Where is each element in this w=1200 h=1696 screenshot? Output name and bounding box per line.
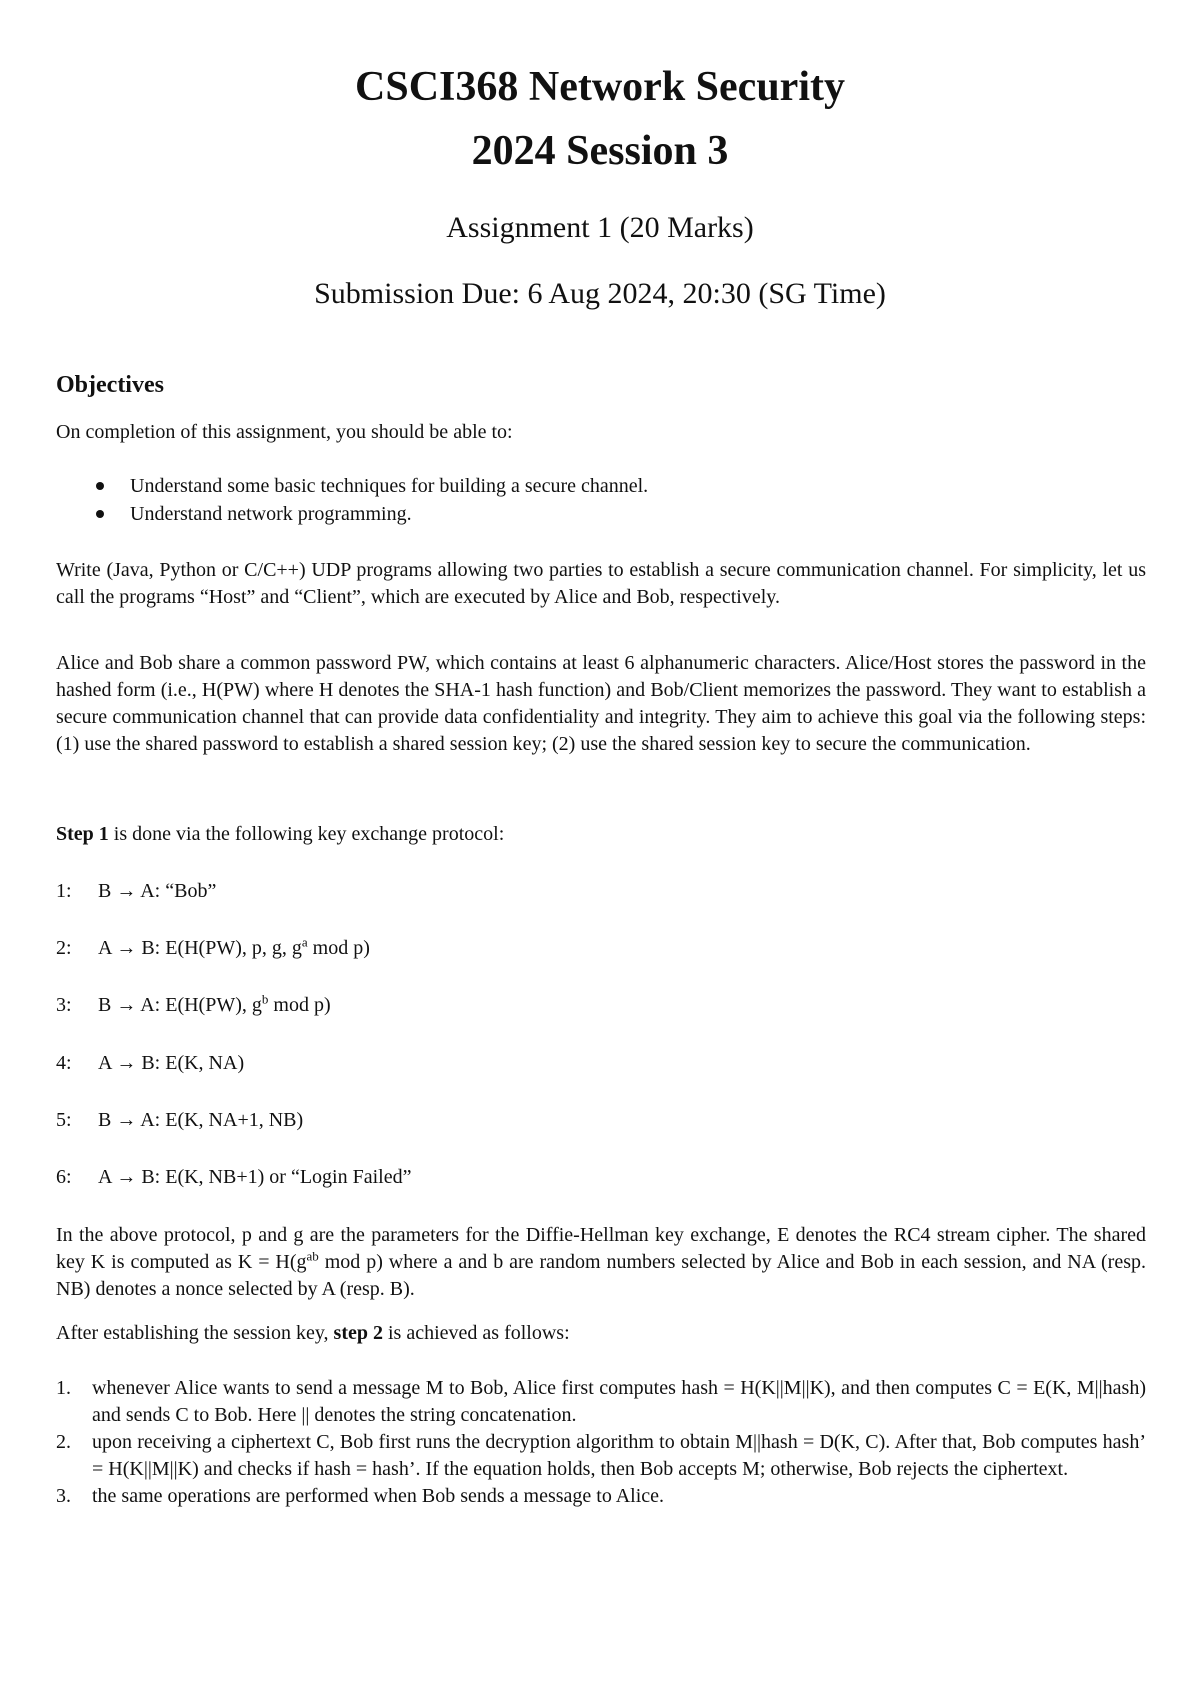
- protocol-number: 4:: [56, 1052, 72, 1074]
- course-title: CSCI368 Network Security: [355, 64, 845, 110]
- protocol-text: A → B: E(H(PW), p, g, g: [98, 937, 302, 959]
- protocol-exponent: a: [301, 934, 308, 950]
- objectives-list: [56, 472, 1146, 528]
- bullet-icon: [96, 482, 104, 490]
- explanation-text: In the above protocol, p and g are the parameters for the Diffie-Hellman key exchange, E denotes the RC4 stream cipher. The shared key K is computed as K = H(g: [56, 1224, 1146, 1273]
- session-title: 2024 Session 3: [471, 128, 729, 174]
- explanation-text-end: mod p) where a and b are random numbers selected by Alice and Bob in each session, and NA (resp. NB) denotes a nonce selected by A (resp. B).: [56, 1251, 1147, 1300]
- list-item: [56, 1429, 1146, 1483]
- item-number: 1.: [56, 1377, 71, 1399]
- assignment-title: Assignment 1 (20 Marks): [446, 211, 754, 244]
- protocol-line: [56, 1050, 244, 1077]
- step2-text-end: is achieved as follows:: [383, 1322, 570, 1344]
- protocol-text-end: mod p): [307, 937, 370, 959]
- step1-text: is done via the following key exchange protocol:: [108, 823, 505, 845]
- objectives-heading: Objectives: [56, 372, 164, 398]
- protocol-line: [56, 1107, 303, 1134]
- step2-label: step 2: [333, 1322, 383, 1344]
- step2-text: After establishing the session key,: [56, 1322, 334, 1344]
- list-item: [56, 1375, 1146, 1429]
- setup-paragraph: Alice and Bob share a common password PW, which contains at least 6 alphanumeric characters. Alice/Host stores the password in the hashed form (i.e., H(PW) where H denotes the SHA-1 hash function) and Bob/Client memorizes the password. They want to establish a secure communication channel that can provide data confidentiality and integrity. They aim to achieve this goal via the following steps: (1) use the shared password to establish a shared session key; (2) use the shared session key to secure the communication.: [56, 652, 1146, 755]
- explanation-exponent: ab: [306, 1248, 319, 1264]
- protocol-line: [56, 992, 331, 1019]
- protocol-text: A → B: E(K, NB+1) or “Login Failed”: [98, 1166, 412, 1188]
- protocol-text: B → A: E(H(PW), g: [98, 994, 262, 1016]
- bullet-icon: [96, 510, 104, 518]
- list-item: [56, 472, 1146, 500]
- protocol-line: [56, 1164, 411, 1191]
- protocol-line: [56, 878, 216, 905]
- protocol-text: A → B: E(K, NA): [98, 1052, 245, 1074]
- protocol-explanation: [56, 1222, 1146, 1303]
- step2-paragraph: [56, 1320, 1146, 1347]
- protocol-line: [56, 935, 370, 962]
- protocol-exponent: b: [261, 991, 269, 1007]
- protocol-text: B → A: “Bob”: [98, 880, 217, 902]
- protocol-number: 1:: [56, 880, 72, 902]
- item-text: the same operations are performed when Bob sends a message to Alice.: [92, 1485, 665, 1507]
- list-item: [56, 1483, 1146, 1510]
- step2-list: [56, 1375, 1146, 1510]
- protocol-number: 3:: [56, 994, 72, 1016]
- objective-text: Understand some basic techniques for building a secure channel.: [130, 475, 649, 497]
- objectives-intro: On completion of this assignment, you should be able to:: [56, 421, 513, 443]
- protocol-number: 5:: [56, 1109, 72, 1131]
- item-number: 3.: [56, 1485, 71, 1507]
- protocol-number: 6:: [56, 1166, 72, 1188]
- item-text: whenever Alice wants to send a message M to Bob, Alice first computes hash = H(K||M||K), and then computes C = E(K, M||hash) and sends C to Bob. Here || denotes the string concatenation.: [92, 1377, 1146, 1426]
- task-paragraph: Write (Java, Python or C/C++) UDP programs allowing two parties to establish a secure communication channel. For simplicity, let us call the programs “Host” and “Client”, which are executed by Alice and Bob, respectively.: [56, 559, 1146, 608]
- protocol-text: B → A: E(K, NA+1, NB): [98, 1109, 304, 1131]
- protocol-text-end: mod p): [268, 994, 331, 1016]
- protocol-number: 2:: [56, 937, 72, 959]
- objective-text: Understand network programming.: [130, 503, 412, 525]
- item-text: upon receiving a ciphertext C, Bob first runs the decryption algorithm to obtain M||hash = D(K, C). After that, Bob computes hash’ = H(K||M||K) and checks if hash = hash’. If the equation holds, then Bob accepts M; otherwise, Bob rejects the ciphertext.: [92, 1431, 1146, 1480]
- item-number: 2.: [56, 1431, 71, 1453]
- step1-paragraph: [56, 821, 1146, 848]
- step1-label: Step 1: [56, 823, 109, 845]
- list-item: [56, 500, 1146, 528]
- submission-due: Submission Due: 6 Aug 2024, 20:30 (SG Time): [314, 277, 886, 310]
